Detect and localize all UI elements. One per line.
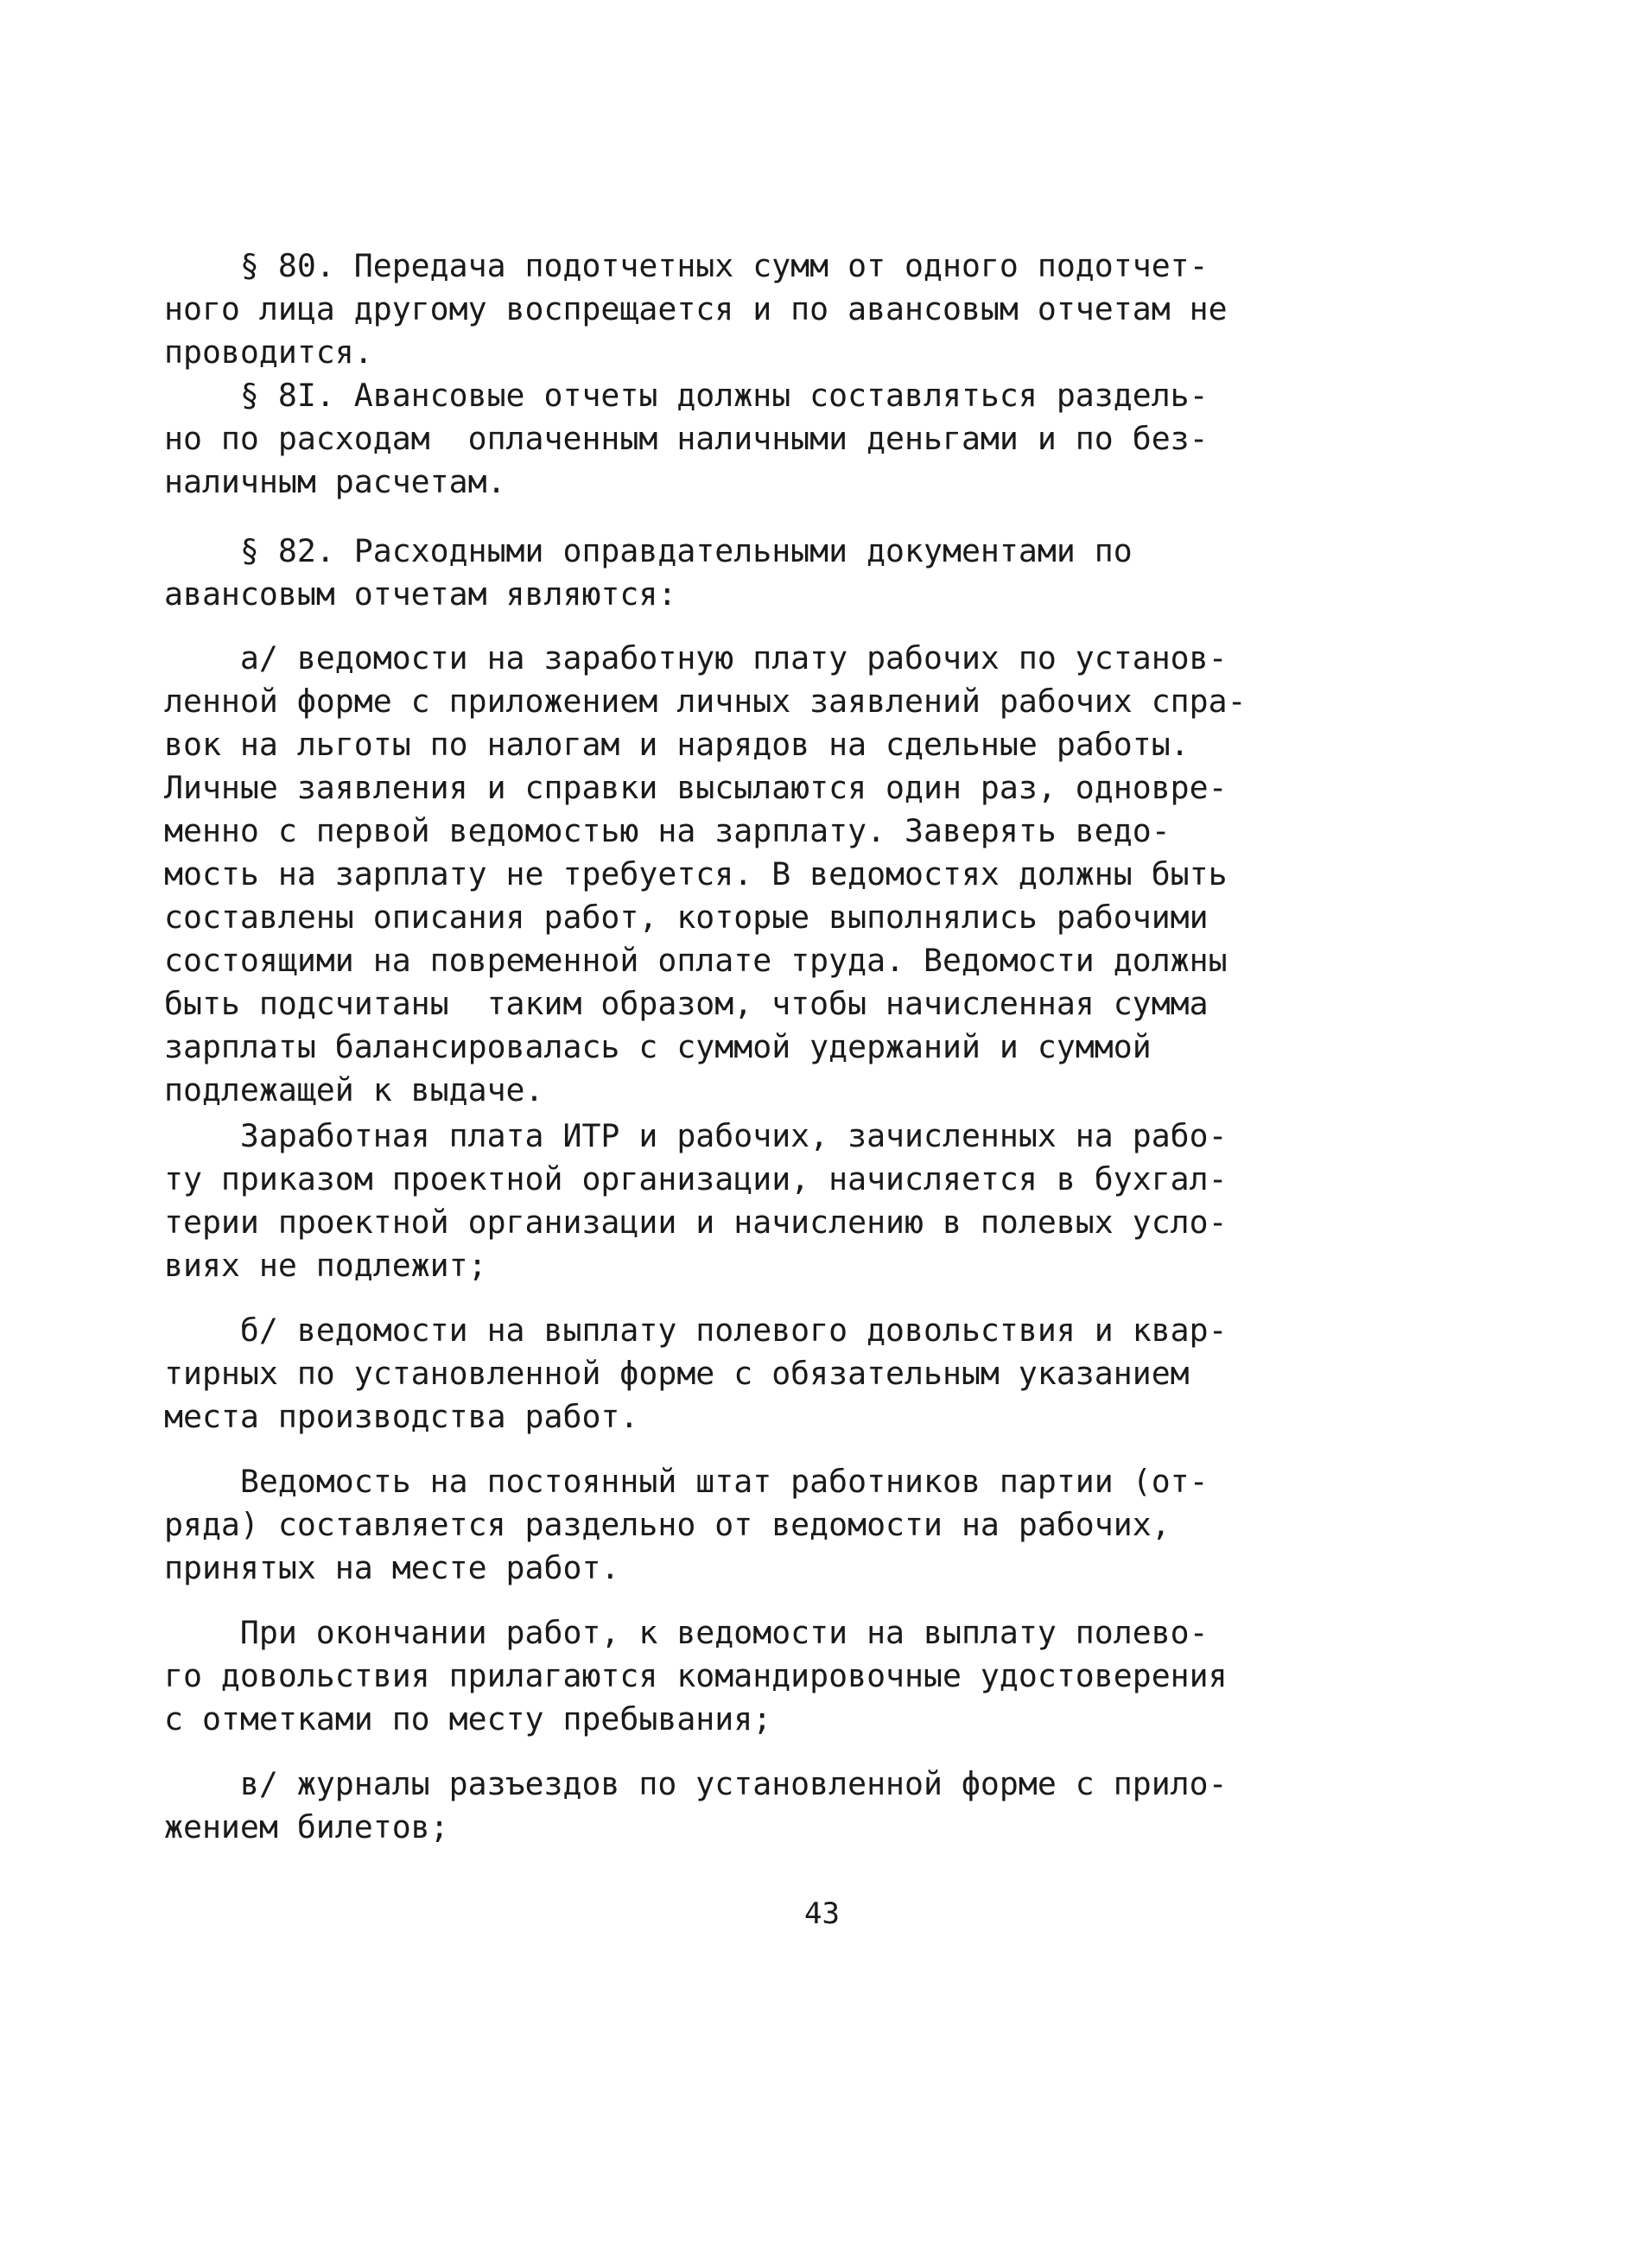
text-line: тирных по установленной форме с обязательным указанием [164, 1355, 1190, 1392]
paragraph-end-of-works [164, 1611, 1228, 1741]
text-line: ленной форме с приложением личных заявлений рабочих спра- [164, 683, 1247, 720]
text-line: вок на льготы по налогам и нарядов на сдельные работы. [164, 726, 1190, 763]
text-line: с отметками по месту пребывания; [164, 1700, 772, 1738]
text-line: места производства работ. [164, 1398, 639, 1435]
paragraph-permanent-staff [164, 1460, 1209, 1590]
text-line: зарплаты балансировалась с суммой удержаний и суммой [164, 1028, 1152, 1065]
text-line: Личные заявления и справки высылаются один раз, одновре- [164, 769, 1228, 806]
text-line: авансовым отчетам являются: [164, 575, 677, 613]
paragraph-81 [164, 374, 1209, 504]
text-line: наличным расчетам. [164, 463, 506, 500]
text-line: ряда) составляется раздельно от ведомости на рабочих, [164, 1506, 1171, 1543]
text-line: а/ ведомости на заработную плату рабочих по установ- [164, 639, 1228, 677]
text-line: менно с первой ведомостью на зарплату. Заверять ведо- [164, 812, 1171, 849]
text-line: ного лица другому воспрещается и по авансовым отчетам не [164, 290, 1228, 327]
text-line: жением билетов; [164, 1808, 449, 1846]
text-line: терии проектной организации и начислению в полевых усло- [164, 1204, 1228, 1241]
list-item-b [164, 1309, 1228, 1439]
text-line: виях не подлежит; [164, 1247, 487, 1284]
text-line: § 82. Расходными оправдательными документами по [164, 532, 1133, 569]
text-line: проводится. [164, 334, 373, 371]
page-number: 43 [804, 1896, 840, 1931]
text-line: быть подсчитаны таким образом, чтобы начисленная сумма [164, 985, 1209, 1022]
text-line: принятых на месте работ. [164, 1549, 620, 1586]
text-line: § 80. Передача подотчетных сумм от одного подотчет- [164, 247, 1209, 284]
text-line: Заработная плата ИТР и рабочих, зачисленных на рабо- [164, 1117, 1228, 1154]
text-line: б/ ведомости на выплату полевого довольствия и квар- [164, 1312, 1228, 1349]
paragraph-82 [164, 530, 1184, 616]
text-line: § 8I. Авансовые отчеты должны составляться раздель- [164, 377, 1209, 414]
text-line: Ведомость на постоянный штат работников партии (от- [164, 1463, 1209, 1500]
text-line: При окончании работ, к ведомости на выплату полево- [164, 1614, 1209, 1651]
text-line: но по расходам оплаченным наличными деньгами и по без- [164, 420, 1209, 457]
list-item-a [164, 637, 1247, 1112]
text-line: состоящими на повременной оплате труда. Ведомости должны [164, 942, 1228, 979]
paragraph-80 [164, 245, 1228, 374]
text-line: мость на зарплату не требуется. В ведомостях должны быть [164, 855, 1228, 893]
text-line: ту приказом проектной организации, начисляется в бухгал- [164, 1160, 1228, 1198]
text-line: подлежащей к выдаче. [164, 1071, 544, 1109]
paragraph-itr-salary [164, 1115, 1228, 1287]
text-line: составлены описания работ, которые выполнялись рабочими [164, 899, 1209, 936]
text-line: в/ журналы разъездов по установленной форме с прило- [164, 1765, 1228, 1802]
list-item-v [164, 1763, 1228, 1849]
text-line: го довольствия прилагаются командировочные удостоверения [164, 1657, 1228, 1694]
